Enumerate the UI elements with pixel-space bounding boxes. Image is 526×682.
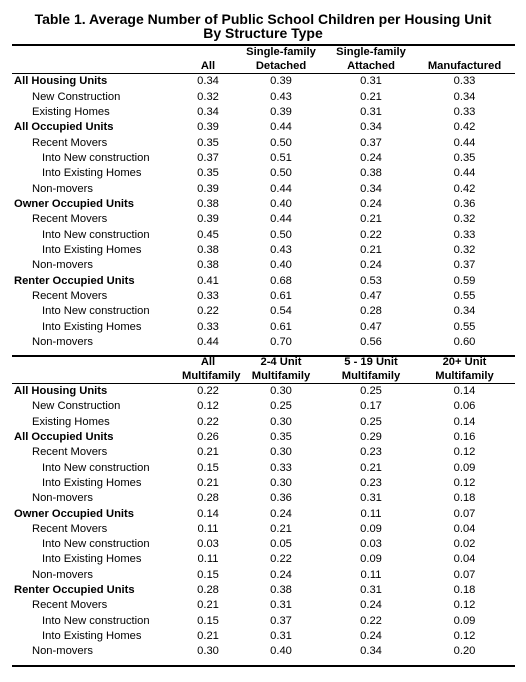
table1-header-col-1: Single-family Detached: [234, 45, 328, 74]
table-cell: 0.38: [270, 584, 292, 596]
table2-header-col-0: All Multifamily: [182, 356, 241, 382]
table-cell: 0.04: [453, 553, 476, 566]
table-cell: 0.28: [197, 492, 219, 505]
table1-header-col-0: All: [182, 45, 234, 74]
table-cell: 0.30: [197, 645, 219, 658]
table-cell: 0.31: [270, 599, 292, 612]
table-row: [12, 212, 515, 227]
table-cell: 0.34: [197, 105, 219, 118]
table-cell: 0.25: [360, 415, 382, 428]
row-label: New Construction: [32, 400, 121, 413]
table-cell: 0.35: [197, 136, 219, 149]
table-row: [12, 583, 515, 598]
table-cell: 0.11: [197, 553, 219, 566]
table-cell: 0.40: [270, 259, 292, 272]
row-label: All Housing Units: [14, 75, 108, 88]
table-cell: 0.09: [360, 553, 382, 566]
row-label: Into New construction: [42, 305, 150, 318]
row-label: Renter Occupied Units: [14, 584, 135, 596]
table-row: [12, 598, 515, 613]
table1-header-col-3: Manufactured: [414, 45, 515, 74]
table-cell: 0.56: [360, 336, 382, 349]
table-cell: 0.35: [270, 431, 292, 444]
table-cell: 0.55: [453, 320, 476, 333]
table-row: [12, 120, 515, 135]
table-row: [12, 166, 515, 181]
table-cell: 0.34: [453, 90, 476, 103]
row-label: Into Existing Homes: [42, 476, 142, 489]
table2-header-col-2: 5 - 19 Unit Multifamily: [328, 355, 414, 384]
row-label: Existing Homes: [32, 105, 110, 118]
table-cell: 0.23: [360, 446, 382, 459]
table-cell: 0.23: [360, 476, 382, 489]
table-row: [12, 491, 515, 506]
table-row: [12, 135, 515, 150]
table-cell: 0.33: [453, 105, 476, 118]
table-cell: 0.22: [197, 385, 219, 398]
table-cell: 0.26: [197, 431, 219, 444]
table-cell: 0.43: [270, 90, 292, 103]
table-cell: 0.14: [453, 385, 476, 398]
table-cell: 0.35: [453, 151, 476, 164]
table-cell: 0.34: [197, 75, 219, 88]
table-row: [12, 258, 515, 273]
table-cell: 0.12: [453, 599, 476, 612]
table-cell: 0.30: [270, 446, 292, 459]
table-cell: 0.21: [270, 522, 292, 535]
table-cell: 0.09: [453, 461, 476, 474]
table-cell: 0.32: [197, 90, 219, 103]
table-row: [12, 105, 515, 120]
table-cell: 0.21: [360, 213, 382, 226]
table-cell: 0.51: [270, 151, 292, 164]
table-cell: 0.21: [360, 243, 382, 256]
table-row: [12, 273, 515, 288]
table-cell: 0.33: [270, 461, 292, 474]
table-cell: 0.32: [453, 243, 476, 256]
table-cell: 0.21: [360, 461, 382, 474]
table1-header-label: [12, 45, 182, 74]
table-cell: 0.59: [453, 274, 476, 287]
table-cell: 0.31: [360, 75, 382, 88]
table-cell: 0.22: [360, 614, 382, 627]
row-label: Into Existing Homes: [42, 553, 142, 566]
table-cell: 0.21: [197, 446, 219, 459]
table-row: [12, 568, 515, 583]
table-cell: 0.06: [453, 400, 476, 413]
table-cell: 0.39: [270, 75, 292, 88]
table-cell: 0.33: [453, 75, 476, 88]
table-cell: 0.22: [270, 553, 292, 566]
table-cell: 0.05: [270, 538, 292, 551]
table-cell: 0.28: [360, 305, 382, 318]
row-label: Owner Occupied Units: [14, 197, 134, 210]
table-row: [12, 384, 515, 400]
row-label: Non-movers: [32, 182, 93, 195]
table-cell: 0.33: [453, 228, 476, 241]
row-label: Into Existing Homes: [42, 167, 142, 180]
table-row: [12, 476, 515, 491]
table-cell: 0.16: [453, 431, 476, 444]
title-line-2: By Structure Type: [203, 25, 323, 41]
table-cell: 0.32: [453, 213, 476, 226]
row-label: Into New construction: [42, 228, 150, 241]
row-label: Non-movers: [32, 568, 93, 581]
table-cell: 0.12: [197, 400, 219, 413]
table-cell: 0.24: [360, 197, 382, 210]
table-cell: 0.36: [453, 197, 476, 210]
table-cell: 0.43: [270, 243, 292, 256]
row-label: Recent Movers: [32, 289, 108, 302]
table-cell: 0.41: [197, 274, 219, 287]
table-cell: 0.55: [453, 289, 476, 302]
table-cell: 0.15: [197, 614, 219, 627]
table-cell: 0.33: [197, 320, 219, 333]
table-cell: 0.22: [360, 228, 382, 241]
table-cell: 0.36: [270, 492, 292, 505]
title-line-1: Table 1. Average Number of Public School Children per Housing Unit: [34, 11, 492, 27]
table-cell: 0.18: [453, 584, 476, 596]
row-label: Into Existing Homes: [42, 243, 142, 256]
row-label: Into New construction: [42, 538, 150, 551]
table-cell: 0.47: [360, 320, 382, 333]
table2-header-col-1: 2-4 Unit Multifamily: [234, 355, 328, 384]
table-cell: 0.44: [453, 136, 476, 149]
table2-header-row: [12, 355, 515, 384]
row-label: Non-movers: [32, 336, 93, 349]
table-cell: 0.42: [453, 121, 476, 134]
table2-header-col-3: 20+ Unit Multifamily: [414, 355, 515, 384]
table-cell: 0.14: [197, 507, 219, 520]
table-row: [12, 506, 515, 521]
table-row: [12, 197, 515, 212]
table-cell: 0.40: [270, 197, 292, 210]
row-label: Non-movers: [32, 259, 93, 272]
table-cell: 0.50: [270, 228, 292, 241]
table-row: [12, 304, 515, 319]
table-cell: 0.30: [270, 415, 292, 428]
table-cell: 0.12: [453, 629, 476, 642]
table-cell: 0.04: [453, 522, 476, 535]
table-row: [12, 644, 515, 659]
row-label: Recent Movers: [32, 522, 108, 535]
row-label: Into Existing Homes: [42, 320, 142, 333]
table-cell: 0.22: [197, 415, 219, 428]
table-cell: 0.07: [453, 507, 476, 520]
row-label: All Occupied Units: [14, 121, 114, 134]
table-cell: 0.45: [197, 228, 219, 241]
table-cell: 0.53: [360, 274, 382, 287]
table-row: [12, 243, 515, 258]
table-cell: 0.42: [453, 182, 476, 195]
table-cell: 0.09: [453, 614, 476, 627]
table-cell: 0.33: [197, 289, 219, 302]
table-cell: 0.38: [197, 259, 219, 272]
row-label: Recent Movers: [32, 446, 108, 459]
row-label: All Housing Units: [14, 385, 108, 398]
table-cell: 0.37: [453, 259, 476, 272]
table-row: [12, 399, 515, 414]
table-cell: 0.44: [270, 182, 292, 195]
table-cell: 0.61: [270, 289, 292, 302]
table-row: [12, 89, 515, 104]
table-cell: 0.09: [360, 522, 382, 535]
row-label: Non-movers: [32, 492, 93, 505]
table-cell: 0.03: [360, 538, 382, 551]
table-row: [12, 181, 515, 196]
table-row: [12, 227, 515, 242]
table-cell: 0.30: [270, 385, 292, 398]
table-cell: 0.54: [270, 305, 292, 318]
table-cell: 0.37: [197, 151, 219, 164]
table-cell: 0.38: [197, 197, 219, 210]
table-cell: 0.68: [270, 274, 292, 287]
table-cell: 0.18: [453, 492, 476, 505]
table2-header-label: [12, 355, 182, 384]
table-row: [12, 613, 515, 628]
bottom-rule: [12, 665, 515, 667]
table-cell: 0.44: [197, 336, 219, 349]
table1-header-row: [12, 45, 515, 74]
table-cell: 0.31: [270, 629, 292, 642]
row-label: Recent Movers: [32, 213, 108, 226]
row-label: Into Existing Homes: [42, 629, 142, 642]
table-cell: 0.31: [360, 492, 382, 505]
table-cell: 0.24: [270, 568, 292, 581]
table-cell: 0.20: [453, 645, 476, 658]
table-cell: 0.39: [270, 105, 292, 118]
table-row: [12, 415, 515, 430]
table-cell: 0.24: [270, 507, 292, 520]
row-label: Recent Movers: [32, 599, 108, 612]
row-label: Into New construction: [42, 461, 150, 474]
table-cell: 0.15: [197, 568, 219, 581]
table-cell: 0.21: [197, 629, 219, 642]
table-cell: 0.38: [360, 167, 382, 180]
table-cell: 0.21: [360, 90, 382, 103]
row-label: Renter Occupied Units: [14, 274, 135, 287]
row-label: New Construction: [32, 90, 121, 103]
table-cell: 0.29: [360, 431, 382, 444]
table-cell: 0.60: [453, 336, 476, 349]
row-label: Owner Occupied Units: [14, 507, 134, 520]
table-cell: 0.15: [197, 461, 219, 474]
table-row: [12, 522, 515, 537]
table-cell: 0.24: [360, 259, 382, 272]
table-cell: 0.47: [360, 289, 382, 302]
row-label: Existing Homes: [32, 415, 110, 428]
table-cell: 0.37: [270, 614, 292, 627]
table-cell: 0.37: [360, 136, 382, 149]
table-cell: 0.21: [197, 599, 219, 612]
table-cell: 0.25: [270, 400, 292, 413]
table-cell: 0.28: [197, 584, 219, 596]
table-row: [12, 320, 515, 335]
table-row: [12, 552, 515, 567]
table-row: [12, 74, 515, 90]
table-cell: 0.24: [360, 599, 382, 612]
table-cell: 0.31: [360, 105, 382, 118]
table-cell: 0.35: [197, 167, 219, 180]
row-label: Into New construction: [42, 151, 150, 164]
table-cell: 0.11: [360, 568, 382, 581]
table-cell: 0.44: [270, 213, 292, 226]
table-title: [0, 12, 526, 40]
table-row: [12, 335, 515, 350]
table-cell: 0.44: [453, 167, 476, 180]
table-cell: 0.34: [453, 305, 476, 318]
table-cell: 0.14: [453, 415, 476, 428]
table-cell: 0.07: [453, 568, 476, 581]
table-cell: 0.12: [453, 476, 476, 489]
table-row: [12, 151, 515, 166]
table-cell: 0.03: [197, 538, 219, 551]
table-cell: 0.22: [197, 305, 219, 318]
table-cell: 0.24: [360, 629, 382, 642]
table-row: [12, 445, 515, 460]
table-cell: 0.02: [453, 538, 476, 551]
table-cell: 0.61: [270, 320, 292, 333]
table-cell: 0.11: [360, 507, 382, 520]
table-row: [12, 629, 515, 644]
table-cell: 0.38: [197, 243, 219, 256]
table-cell: 0.30: [270, 476, 292, 489]
table-row: [12, 430, 515, 445]
table-row: [12, 289, 515, 304]
table-cell: 0.34: [360, 645, 382, 658]
table-cell: 0.70: [270, 336, 292, 349]
table-cell: 0.44: [270, 121, 292, 134]
table-cell: 0.40: [270, 645, 292, 658]
row-label: All Occupied Units: [14, 431, 114, 444]
table-cell: 0.12: [453, 446, 476, 459]
table-multifamily: [12, 355, 515, 659]
table-cell: 0.39: [197, 182, 219, 195]
table-cell: 0.50: [270, 136, 292, 149]
row-label: Recent Movers: [32, 136, 108, 149]
table-cell: 0.34: [360, 182, 382, 195]
table-cell: 0.21: [197, 476, 219, 489]
table-cell: 0.24: [360, 151, 382, 164]
table-cell: 0.11: [197, 522, 219, 535]
row-label: Into New construction: [42, 614, 150, 627]
table-cell: 0.31: [360, 584, 382, 596]
table-cell: 0.34: [360, 121, 382, 134]
table-row: [12, 460, 515, 475]
table-cell: 0.39: [197, 121, 219, 134]
table-row: [12, 537, 515, 552]
table-cell: 0.50: [270, 167, 292, 180]
table1-header-col-2: Single-family Attached: [328, 45, 414, 74]
table-cell: 0.39: [197, 213, 219, 226]
table-single-family: [12, 45, 515, 350]
table-cell: 0.25: [360, 385, 382, 398]
table-cell: 0.17: [360, 400, 382, 413]
row-label: Non-movers: [32, 645, 93, 658]
